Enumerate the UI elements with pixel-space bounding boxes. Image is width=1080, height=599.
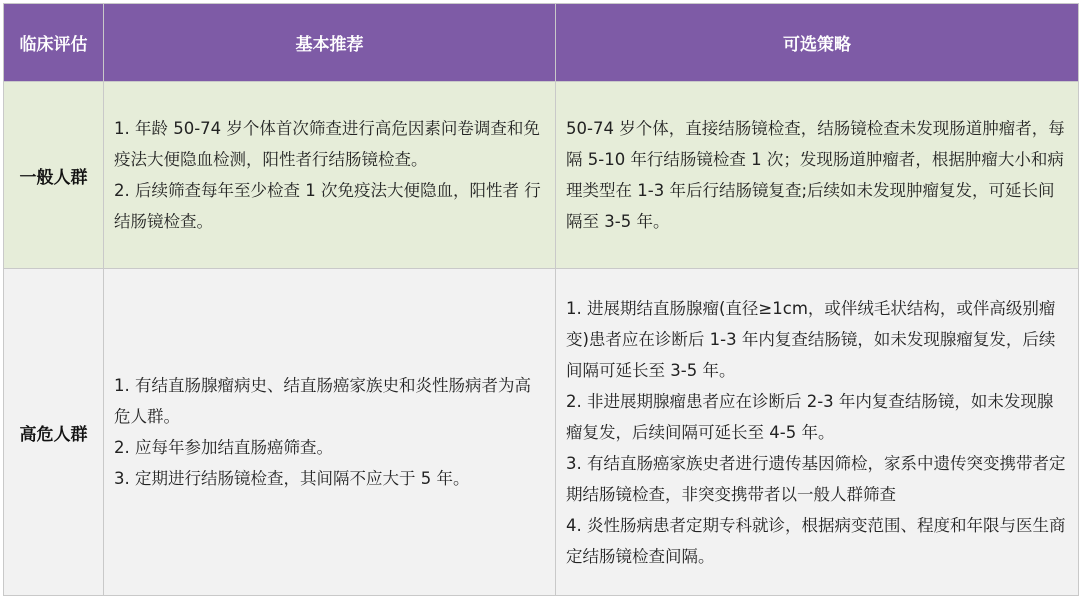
list-item: 1. 进展期结直肠腺瘤(直径≥1cm，或伴绒毛状结构，或伴高级别瘤变)患者应在诊断后 1-3 年内复查结肠镜，如未发现腺瘤复发，后续间隔可延长至 3-5 年。 bbox=[566, 298, 1056, 380]
row-label-general-population: 一般人群 bbox=[4, 82, 104, 269]
header-clinical-assessment: 临床评估 bbox=[4, 4, 104, 82]
list-item: 2. 应每年参加结直肠癌筛查。 bbox=[114, 438, 333, 458]
basic-recommendation-high-risk bbox=[104, 269, 556, 596]
header-basic-recommendation: 基本推荐 bbox=[104, 4, 556, 82]
optional-strategy-high-risk bbox=[556, 269, 1079, 596]
list-item: 1. 年龄 50-74 岁个体首次筛查进行高危因素问卷调查和免疫法大便隐血检测，阳性者行结肠镜检查。 bbox=[114, 119, 540, 170]
list-item: 2. 非进展期腺瘤患者应在诊断后 2-3 年内复查结肠镜，如未发现腺瘤复发，后续间隔可延长至 4-5 年。 bbox=[566, 391, 1054, 442]
basic-recommendation-general bbox=[104, 82, 556, 269]
table-row-high-risk-population bbox=[4, 269, 1079, 596]
screening-table bbox=[3, 3, 1079, 596]
list-item: 3. 有结直肠癌家族史者进行遗传基因筛检，家系中遗传突变携带者定期结肠镜检查，非突变携带者以一般人群筛查 bbox=[566, 453, 1066, 504]
list-item: 3. 定期进行结肠镜检查，其间隔不应大于 5 年。 bbox=[114, 469, 470, 489]
header-optional-strategy: 可选策略 bbox=[556, 4, 1079, 82]
list-item: 50-74 岁个体，直接结肠镜检查，结肠镜检查未发现肠道肿瘤者，每隔 5-10 年行结肠镜检查 1 次；发现肠道肿瘤者，根据肿瘤大小和病理类型在 1-3 年后行结肠镜复查;后续如未发现肿瘤复发，可延长间隔至 3-5 年。 bbox=[566, 119, 1065, 232]
table-header-row bbox=[4, 4, 1079, 82]
optional-strategy-general bbox=[556, 82, 1079, 269]
table-row-general-population bbox=[4, 82, 1079, 269]
list-item: 2. 后续筛查每年至少检查 1 次免疫法大便隐血，阳性者 行结肠镜检查。 bbox=[114, 181, 541, 232]
list-item: 4. 炎性肠病患者定期专科就诊，根据病变范围、程度和年限与医生商定结肠镜检查间隔。 bbox=[566, 515, 1066, 566]
list-item: 1. 有结直肠腺瘤病史、结直肠癌家族史和炎性肠病者为高危人群。 bbox=[114, 376, 531, 427]
row-label-high-risk-population: 高危人群 bbox=[4, 269, 104, 596]
